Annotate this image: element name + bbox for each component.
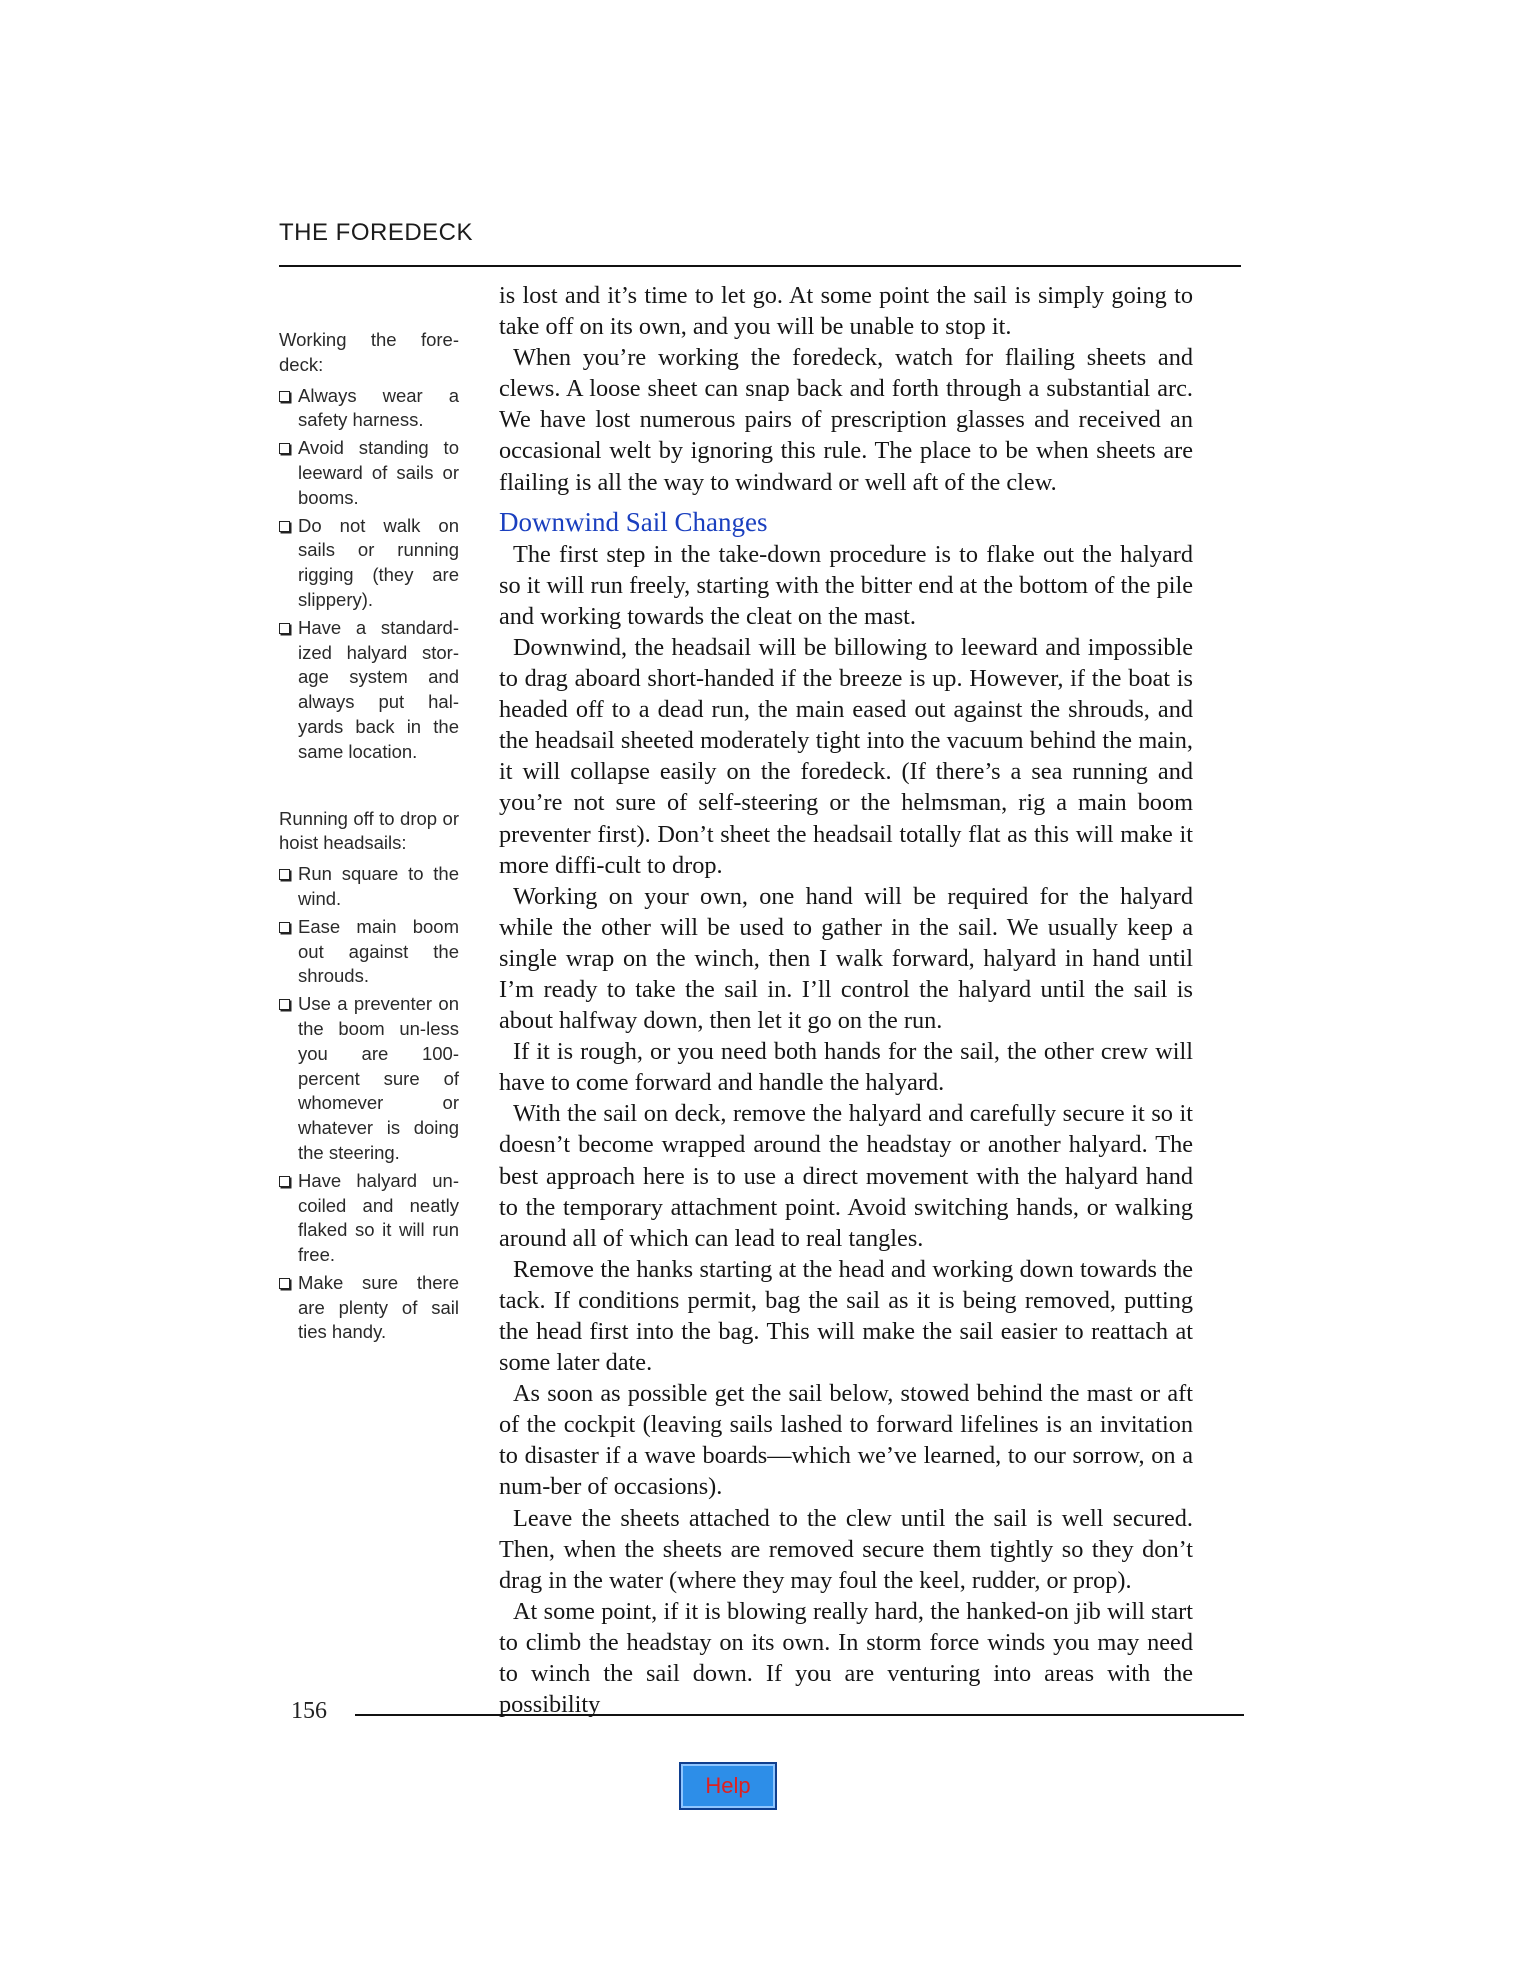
body-paragraph: Working on your own, one hand will be required for the halyard while the other will be used to gather in the sail. We usually keep a single wrap on the winch, then I walk forward, halyard in hand until I’m ready to take the sail in. I’ll control the halyard until the sail is about halfway down, then let it go on the run. [499,882,1193,1035]
checklist-item [279,1271,459,1345]
section-heading: Downwind Sail Changes [499,506,768,537]
checkbox-icon [279,999,290,1010]
help-button[interactable]: Help [679,1762,777,1810]
checkbox-icon [279,391,290,402]
body-paragraph: When you’re working the foredeck, watch for flailing sheets and clews. A loose sheet can snap back and forth through a substantial arc. We have lost numerous pairs of prescription glasses and received an occasional welt by ignoring this rule. The place to be when sheets are flailing is all the way to windward or well aft of the clew. [499,344,1193,496]
checklist-item-text: Use a preventer on the boom un-less you are 100-percent sure of whomever or whatever is doing the steering. [298,993,459,1163]
checkbox-icon [279,1278,290,1289]
body-paragraph: At some point, if it is blowing really hard, the hanked-on jib will start to climb the headstay on its own. In storm force winds you may need to winch the sail down. If you are venturing into areas with the possibility [499,1597,1193,1719]
body-paragraph: If it is rough, or you need both hands for the sail, the other crew will have to come forward and handle the halyard. [499,1038,1193,1097]
body-paragraph: With the sail on deck, remove the halyard and carefully secure it so it doesn’t become wrapped around the headstay or another halyard. The best approach here is to use a direct movement with the halyard hand to the temporary attachment point. Avoid switching hands, or walking around all of which can lead to real tangles. [499,1100,1193,1252]
body-paragraph: Leave the sheets attached to the clew until the sail is well secured. Then, when the sheets are removed secure them tightly so they don’t drag in the water (where they may foul the keel, rudder, or prop). [499,1504,1193,1594]
checklist-item-text: Have halyard un-coiled and neatly flaked so it will run free. [298,1169,459,1266]
checklist-item-text: Have a standard-ized halyard stor-age system and always put hal-yards back in the same location. [298,616,459,762]
header-rule [279,265,1241,267]
checklist-item [279,384,459,434]
sidebar-intro-foredeck: Working the fore-deck: [279,329,459,375]
sidebar-notes [279,328,459,1348]
checkbox-icon [279,521,290,532]
body-paragraph: Remove the hanks starting at the head and working down towards the tack. If conditions permit, bag the sail as it is being removed, putting the head first into the bag. This will make the sail easier to reattach at some later date. [499,1255,1193,1377]
running-head: THE FOREDECK [279,219,474,246]
checklist-item [279,514,459,613]
checklist-item [279,436,459,510]
sidebar-intro-running-off: Running off to drop or hoist headsails: [279,807,459,854]
checkbox-icon [279,623,290,634]
checklist-item [279,862,459,912]
checkbox-icon [279,869,290,880]
running-off-checklist [279,862,459,1345]
checkbox-icon [279,1176,290,1187]
checklist-item-text: Always wear a safety harness. [298,384,459,431]
checkbox-icon [279,443,290,454]
checklist-item [279,1169,459,1268]
checklist-item [279,992,459,1166]
checklist-item [279,915,459,989]
page-number: 156 [291,1698,327,1724]
checklist-item-text: Run square to the wind. [298,863,459,909]
checklist-item-text: Avoid standing to leeward of sails or booms. [298,437,459,508]
checklist-item [279,616,459,765]
body-paragraph: is lost and it’s time to let go. At some point the sail is simply going to take off on its own, and you will be unable to stop it. [499,282,1193,341]
body-paragraph: Downwind, the headsail will be billowing to leeward and impossible to drag aboard short-handed if the breeze is up. However, if the boat is headed off to a dead run, the main eased out against the shrouds, and the headsail sheeted moderately tight into the vacuum behind the main, it will collapse easily on the foredeck. (If there’s a sea running and you’re not sure of self-steering or the helmsman, rig a main boom preventer first). Don’t sheet the headsail totally flat as this will make it more diffi-cult to drop. [499,633,1193,879]
checklist-item-text: Do not walk on sails or running rigging (they are slippery). [298,514,459,610]
footer-rule [355,1714,1244,1716]
checklist-item-text: Make sure there are plenty of sail ties handy. [298,1271,459,1343]
body-paragraph: The first step in the take-down procedure is to flake out the halyard so it will run freely, starting with the bitter end at the bottom of the pile and working towards the cleat on the mast. [499,540,1193,630]
body-paragraph: As soon as possible get the sail below, stowed behind the mast or aft of the cockpit (leaving sails lashed to forward lifelines is an invitation to disaster if a wave boards—which we’ve learned, to our sorrow, on a num-ber of occasions). [499,1380,1193,1501]
checklist-item-text: Ease main boom out against the shrouds. [298,915,459,987]
main-text [499,280,1193,1720]
checkbox-icon [279,922,290,933]
foredeck-checklist [279,384,459,765]
